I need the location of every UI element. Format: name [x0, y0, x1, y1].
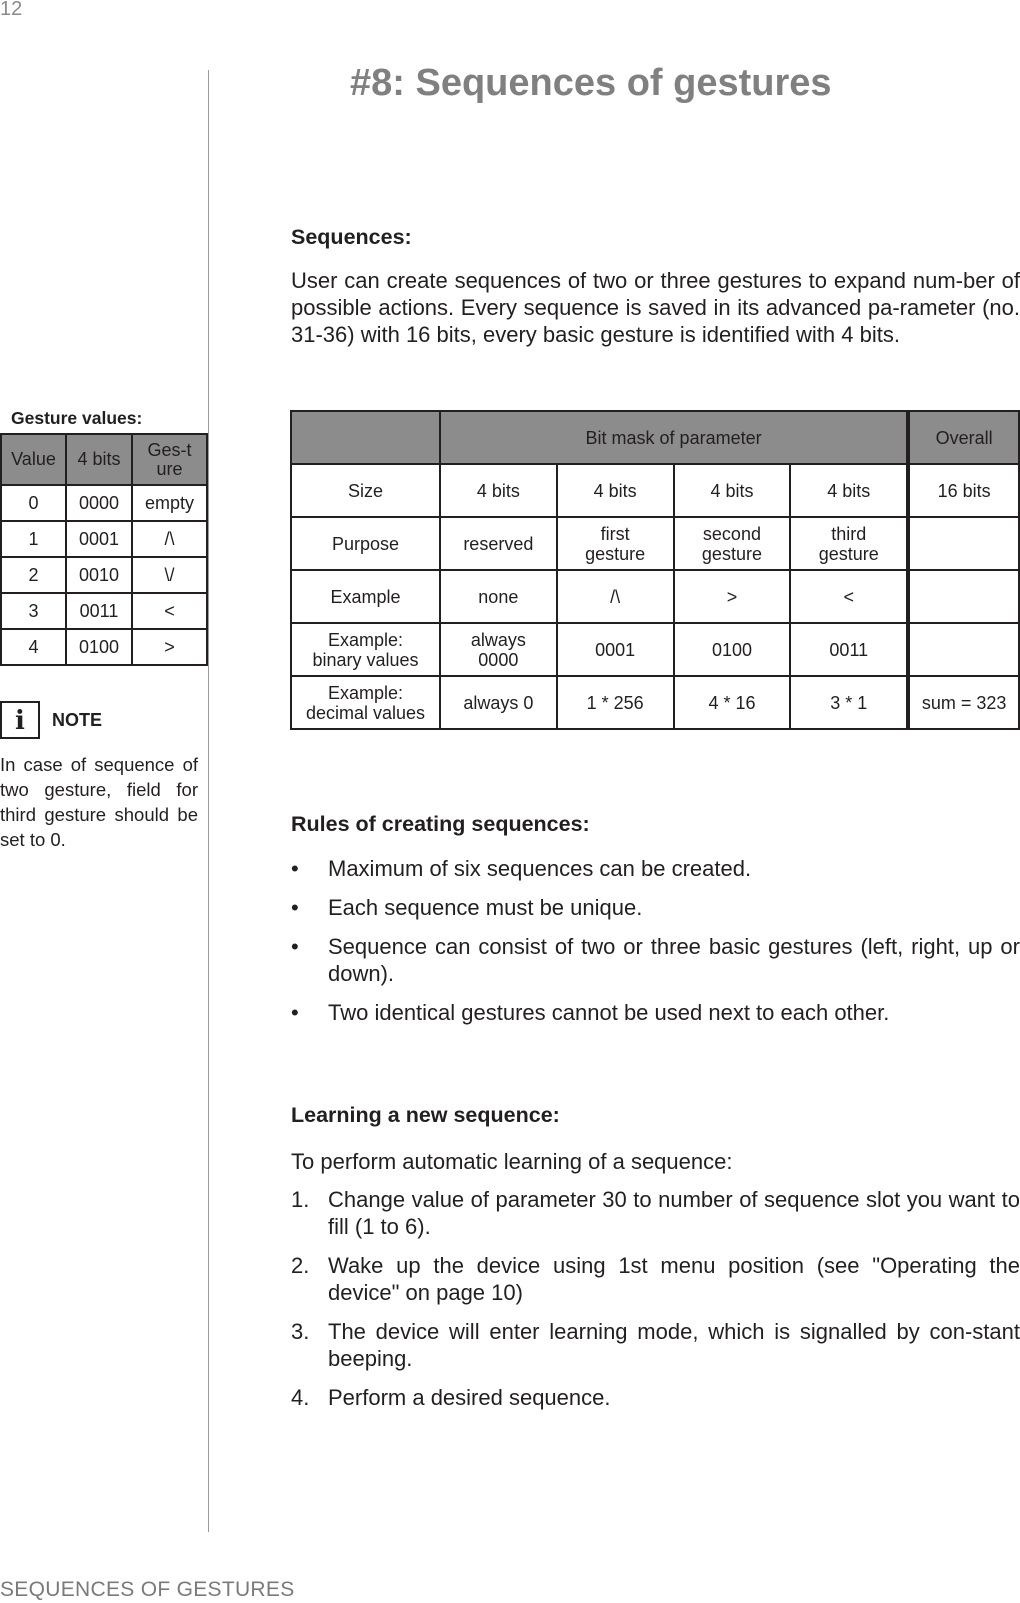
table-cell: /\: [132, 521, 207, 557]
table-cell: 4 bits: [790, 464, 908, 517]
table-cell: 0100: [674, 623, 791, 676]
table-row: [1, 557, 207, 593]
table-cell: 0000: [66, 485, 132, 521]
table-row: [1, 593, 207, 629]
cell-text: first gesture: [585, 523, 646, 564]
table-cell: [291, 676, 440, 729]
bullet: •: [291, 1000, 299, 1025]
table-row: [291, 570, 1019, 623]
table-cell: 3 * 1: [790, 676, 908, 729]
table-row: [291, 517, 1019, 570]
table-cell: 1 * 256: [557, 676, 674, 729]
table-row: [291, 676, 1019, 729]
table-cell: 0001: [557, 623, 674, 676]
learning-intro: To perform automatic learning of a sequence:: [291, 1149, 733, 1174]
table-cell: [440, 623, 557, 676]
step-number: 4.: [291, 1385, 310, 1410]
table-cell: Purpose: [291, 517, 440, 570]
list-item-text: Sequence can consist of two or three basic gestures (left, right, up or down).: [328, 934, 1020, 986]
bullet: •: [291, 934, 299, 959]
table-cell: 0: [1, 485, 66, 521]
table-row: [291, 464, 1019, 517]
table-cell: [674, 517, 791, 570]
table-cell: 0100: [66, 629, 132, 665]
page-footer: SEQUENCES OF GESTURES: [0, 1578, 295, 1601]
table-cell: 0011: [66, 593, 132, 629]
note-label: NOTE: [52, 710, 103, 730]
step-number: 3.: [291, 1319, 310, 1344]
table-header-cell: Bit mask of parameter: [440, 411, 908, 464]
cell-text: always 0000: [470, 629, 526, 670]
info-icon: i: [0, 701, 40, 739]
rules-heading: Rules of creating sequences:: [291, 812, 590, 836]
table-cell: 0001: [66, 521, 132, 557]
table-cell: 0011: [790, 623, 908, 676]
page-number: 12: [0, 0, 23, 20]
table-cell: 4 bits: [557, 464, 674, 517]
table-header-cell: Overall: [908, 411, 1019, 464]
sequences-heading: Sequences:: [291, 225, 412, 249]
table-cell: 4 bits: [440, 464, 557, 517]
table-cell: 4 * 16: [674, 676, 791, 729]
table-header-row: [1, 434, 207, 485]
gesture-header-text: Ges-ture: [147, 439, 192, 479]
table-row: [1, 485, 207, 521]
step-number: 2.: [291, 1253, 310, 1278]
table-cell: [908, 623, 1019, 676]
sequences-paragraph: User can create sequences of two or three gestures to expand num-ber of possible actions. Every sequence is saved in its advanced pa-rameter (no. 31-36) with 16 bits, every basic gesture is identified with 4 bits.: [291, 268, 1020, 347]
bullet: •: [291, 895, 299, 920]
table-cell: 4: [1, 629, 66, 665]
table-cell: [908, 570, 1019, 623]
cell-text: second gesture: [701, 523, 762, 564]
table-cell: empty: [132, 485, 207, 521]
table-cell: 3: [1, 593, 66, 629]
table-cell: [908, 517, 1019, 570]
bitmask-table: [290, 410, 1020, 730]
gesture-values-caption: Gesture values:: [11, 408, 143, 428]
column-divider: [208, 70, 209, 1532]
table-row: [1, 521, 207, 557]
table-cell: sum = 323: [908, 676, 1019, 729]
bullet: •: [291, 856, 299, 881]
table-header-row: [291, 411, 1019, 464]
list-item-text: Maximum of six sequences can be created.: [328, 856, 752, 881]
table-cell: 0010: [66, 557, 132, 593]
table-cell: [790, 517, 908, 570]
note-text: In case of sequence of two gesture, field for third gesture should be set to 0.: [0, 754, 198, 850]
table-cell: Size: [291, 464, 440, 517]
table-header-cell: Value: [1, 434, 66, 485]
table-row: [1, 629, 207, 665]
learning-heading: Learning a new sequence:: [291, 1103, 560, 1127]
list-item-text: Change value of parameter 30 to number of sequence slot you want to fill (1 to 6).: [328, 1187, 1020, 1239]
list-item-text: Perform a desired sequence.: [328, 1385, 611, 1410]
table-cell: >: [674, 570, 791, 623]
page-title: #8: Sequences of gestures: [350, 62, 832, 104]
table-cell: none: [440, 570, 557, 623]
table-cell: Example: [291, 570, 440, 623]
table-cell: /\: [557, 570, 674, 623]
table-cell: 16 bits: [908, 464, 1019, 517]
table-cell: always 0: [440, 676, 557, 729]
step-number: 1.: [291, 1187, 310, 1212]
table-cell: reserved: [440, 517, 557, 570]
table-cell: 1: [1, 521, 66, 557]
list-item-text: The device will enter learning mode, which is signalled by con-stant beeping.: [328, 1319, 1020, 1371]
cell-text: third gesture: [818, 523, 879, 564]
cell-text: Example: binary values: [312, 629, 419, 670]
table-cell: >: [132, 629, 207, 665]
table-cell: \/: [132, 557, 207, 593]
table-cell: [557, 517, 674, 570]
list-item-text: Each sequence must be unique.: [328, 895, 643, 920]
cell-text: Example: decimal values: [305, 682, 425, 723]
table-cell: 2: [1, 557, 66, 593]
table-header-cell: [132, 434, 207, 485]
table-header-cell: 4 bits: [66, 434, 132, 485]
table-header-cell: [291, 411, 440, 464]
table-row: [291, 623, 1019, 676]
table-cell: [291, 623, 440, 676]
table-cell: 4 bits: [674, 464, 791, 517]
table-cell: <: [132, 593, 207, 629]
gesture-values-table: [0, 433, 208, 666]
list-item-text: Two identical gestures cannot be used next to each other.: [328, 1000, 890, 1025]
list-item-text: Wake up the device using 1st menu position (see "Operating the device" on page 10): [328, 1253, 1020, 1305]
table-cell: <: [790, 570, 908, 623]
